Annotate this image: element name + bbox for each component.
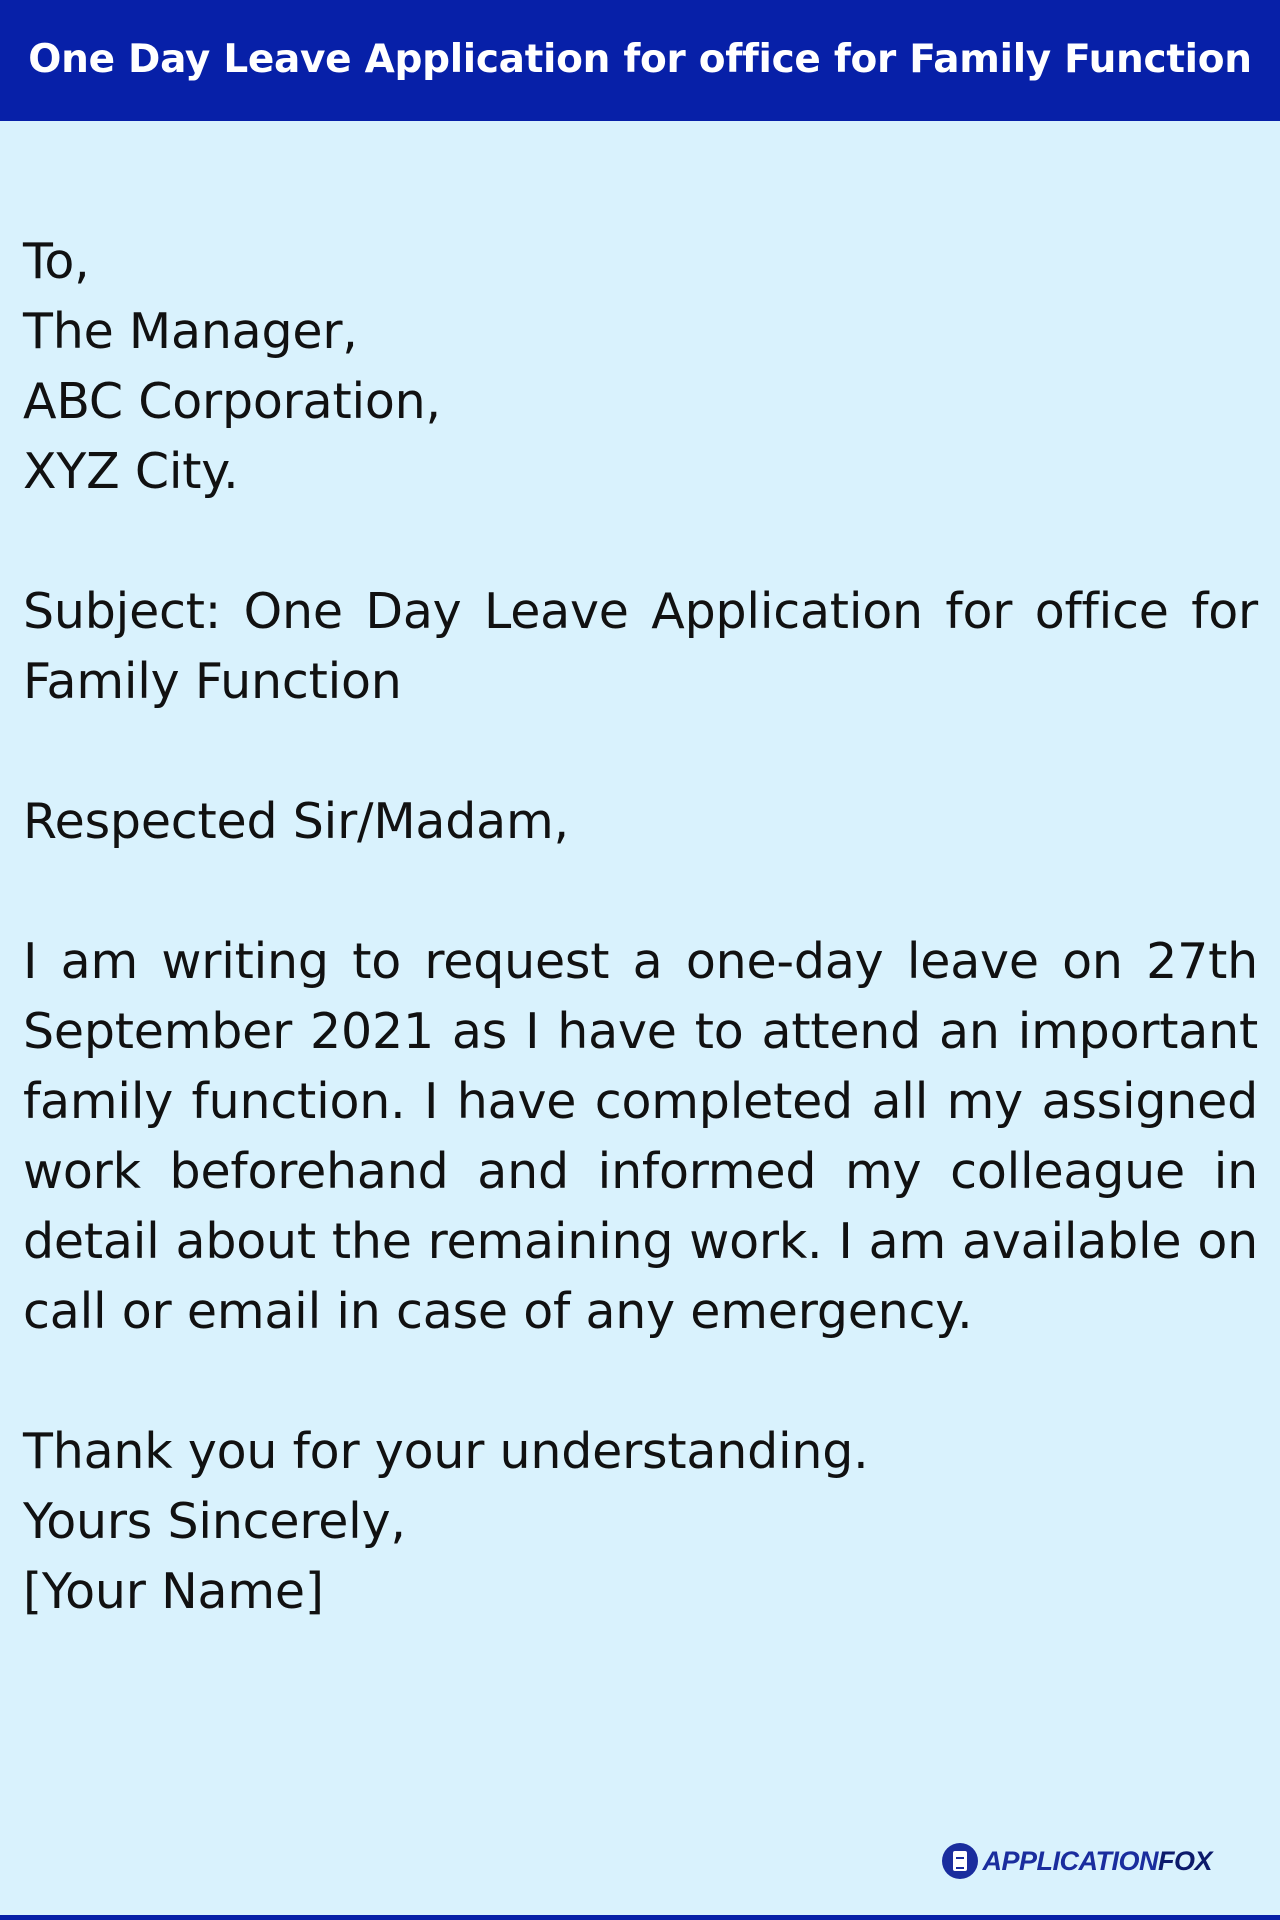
footer-bar [0, 1915, 1280, 1920]
address-line: To, [23, 233, 90, 290]
header-banner [0, 0, 1280, 121]
logo-text-part1: APPLICATION [982, 1845, 1158, 1876]
spacer [23, 857, 1258, 927]
spacer [23, 507, 1258, 577]
spacer [23, 717, 1258, 787]
document-icon [942, 1843, 978, 1879]
closing-line: Thank you for your understanding. [23, 1423, 869, 1480]
signature-placeholder: [Your Name] [23, 1563, 324, 1620]
salutation: Respected Sir/Madam, [23, 793, 569, 850]
subject-line: Subject: One Day Leave Application for office for Family Function [23, 583, 1258, 710]
page-title: One Day Leave Application for office for Family Function [28, 37, 1252, 82]
logo-text [982, 1846, 1212, 1877]
applicationfox-logo [942, 1843, 1212, 1879]
address-line: XYZ City. [23, 443, 239, 500]
spacer [23, 1347, 1258, 1417]
address-line: The Manager, [23, 303, 358, 360]
body-paragraph: I am writing to request a one-day leave on 27th September 2021 as I have to attend an important family function. I have completed all my assigned work beforehand and informed my colleague in detail about the remaining work. I am available on call or email in case of any emergency. [23, 933, 1258, 1340]
letter-body [23, 227, 1258, 1627]
logo-text-part2: FOX [1157, 1845, 1212, 1876]
closing-line: Yours Sincerely, [23, 1493, 406, 1550]
address-line: ABC Corporation, [23, 373, 441, 430]
